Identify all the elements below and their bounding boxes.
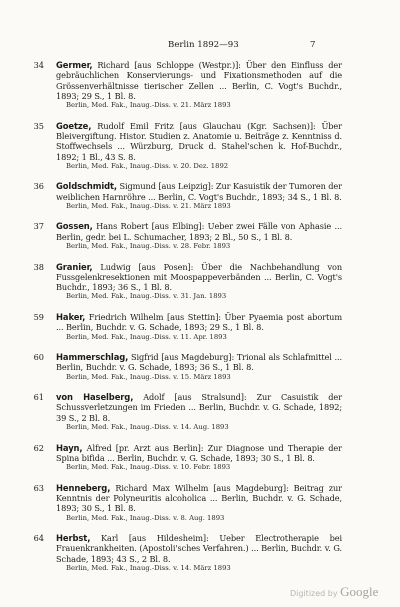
author-name: Herbst, <box>56 533 91 544</box>
entry-number: 63 <box>33 482 44 493</box>
citation-text: Ludwig [aus Posen]: Über die Nachbehandlung von Fussgelenkresektionen mit Moospappeverbänden ... Berlin, C. Vogt's Buchdr., 1893; 36 S., 1 Bl. 8. <box>56 261 342 293</box>
citation-text: Alfred [pr. Arzt aus Berlin]: Zur Diagnose und Therapie der Spina bifida ... Berlin, Buchdr. v. G. Schade, 1893; 30 S., 1 Bl. 8. <box>56 442 342 463</box>
citation-text: Richard Max Wilhelm [aus Magdeburg]: Beitrag zur Kenntnis der Polyneuritis alcoholica ... Berlin, Buchdr. v. G. Schade, 1893; 30 S., 1 Bl. 8. <box>56 482 342 514</box>
citation-text: Hans Robert [aus Elbing]: Ueber zwei Fälle von Aphasie ... Berlin, gedr. bei L. Schumacher, 1893; 2 Bl., 50 S., 1 Bl. 8. <box>56 221 342 242</box>
citation-text: Richard [aus Schloppe (Westpr.)]: Über den Einfluss der gebräuchlichen Konservierungs- und Fixationsmethoden auf die Grössenverhältnisse tierischer Zellen ... Berlin, C. Vogt's Buchdr., 1893; 29 S., 1 Bl. 8. <box>56 60 342 101</box>
author-name: Goldschmidt, <box>56 181 117 192</box>
entry-number: 61 <box>33 392 44 403</box>
entry-number: 38 <box>33 261 44 272</box>
citation-text: Rudolf Emil Fritz [aus Glauchau (Kgr. Sachsen)]: Über Bleivergiftung. Histor. Studien z. Anatomie u. Beiträge z. Kenntniss d. Stoffwechsels ... Würzburg, Druck d. Stahel'schen k. Hof-Buchdr., 1892; 1 Bl., 43 S. 8. <box>56 120 342 162</box>
entry-text <box>56 121 342 162</box>
dissertation-entry <box>26 483 342 523</box>
faculty-note: Berlin, Med. Fak., Inaug.-Diss. v. 31. Jan. 1893 <box>66 292 227 301</box>
citation-text: Friedrich Wilhelm [aus Stettin]: Über Pyaemia post abortum ... Berlin, Buchdr. v. G. Schade, 1893; 29 S., 1 Bl. 8. <box>56 311 342 333</box>
faculty-note: Berlin, Med. Fak., Inaug.-Diss. v. 8. Aug. 1893 <box>66 513 225 522</box>
author-name: Henneberg, <box>56 482 111 493</box>
entry-text <box>56 443 342 464</box>
entry-number: 60 <box>33 352 44 363</box>
faculty-note: Berlin, Med. Fak., Inaug.-Diss. v. 28. Febr. 1893 <box>66 242 231 251</box>
entry-text <box>56 262 342 293</box>
faculty-note: Berlin, Med. Fak., Inaug.-Diss. v. 20. Dez. 1892 <box>66 161 229 170</box>
entry-text <box>56 533 342 564</box>
entry-text <box>56 483 342 514</box>
entry-number: 62 <box>33 442 44 453</box>
running-head-title: Berlin 1892—93 <box>168 40 239 50</box>
faculty-note: Berlin, Med. Fak., Inaug.-Diss. v. 14. März 1893 <box>66 563 231 572</box>
digitization-watermark <box>290 584 378 600</box>
faculty-note: Berlin, Med. Fak., Inaug.-Diss. v. 11. Apr. 1893 <box>66 332 227 341</box>
author-name: Hammerschlag, <box>56 352 129 363</box>
entry-number: 37 <box>33 221 44 232</box>
author-name: Goetze, <box>56 120 92 131</box>
citation-text: Sigfrid [aus Magdeburg]: Trional als Schlafmittel ... Berlin, Buchdr. v. G. Schade, 1893; 36 S., 1 Bl. 8. <box>56 352 342 373</box>
dissertation-entry <box>26 392 342 432</box>
dissertation-entry <box>26 221 342 251</box>
author-name: Haker, <box>56 311 86 322</box>
dissertation-entry <box>26 352 342 382</box>
author-name: Gossen, <box>56 221 93 232</box>
page-number: 7 <box>310 40 316 50</box>
entry-text <box>56 60 342 101</box>
citation-text: Adolf [aus Stralsund]: Zur Casuistik der Schussverletzungen im Frieden ... Berlin, Buchdr. v. G. Schade, 1892; 39 S., 2 Bl. 8. <box>56 392 342 423</box>
entry-number: 64 <box>33 533 44 544</box>
watermark-prefix: Digitized by <box>290 589 338 598</box>
faculty-note: Berlin, Med. Fak., Inaug.-Diss. v. 21. März 1893 <box>66 201 231 210</box>
author-name: Granier, <box>56 261 93 272</box>
dissertation-entry <box>26 181 342 211</box>
author-name: von Haselberg, <box>56 392 134 403</box>
dissertation-entry <box>26 443 342 473</box>
entry-number: 35 <box>33 120 44 131</box>
watermark-brand: Google <box>340 584 379 599</box>
entry-text <box>56 352 342 373</box>
dissertation-entry <box>26 312 342 342</box>
faculty-note: Berlin, Med. Fak., Inaug.-Diss. v. 15. März 1893 <box>66 372 231 381</box>
citation-text: Karl [aus Hildesheim]: Ueber Electrotherapie bei Frauenkrankheiten. (Apostoli'sches Verfahren.) ... Berlin, Buchdr. v. G. Schade, 1893; 43 S., 2 Bl. 8. <box>56 533 342 564</box>
entry-text <box>56 221 342 242</box>
author-name: Germer, <box>56 60 93 70</box>
entry-text <box>56 181 342 202</box>
faculty-note: Berlin, Med. Fak., Inaug.-Diss. v. 21. März 1893 <box>66 101 231 110</box>
author-name: Hayn, <box>56 442 83 453</box>
dissertation-entry <box>26 60 342 110</box>
entry-text <box>56 312 342 333</box>
dissertation-list <box>26 60 342 583</box>
dissertation-entry <box>26 121 342 171</box>
dissertation-entry <box>26 533 342 573</box>
dissertation-entry <box>26 262 342 302</box>
entry-text <box>56 392 342 423</box>
entry-number: 59 <box>33 311 44 322</box>
citation-text: Sigmund [aus Leipzig]: Zur Kasuistik der Tumoren der weiblichen Harnröhre ... Berlin, C. Vogt's Buchdr., 1893; 34 S., 1 Bl. 8. <box>56 181 342 202</box>
faculty-note: Berlin, Med. Fak., Inaug.-Diss. v. 10. Febr. 1893 <box>66 463 231 472</box>
running-head <box>0 40 400 54</box>
faculty-note: Berlin, Med. Fak., Inaug.-Diss. v. 14. Aug. 1893 <box>66 423 229 432</box>
entry-number: 36 <box>33 181 44 192</box>
entry-number: 34 <box>33 60 44 70</box>
